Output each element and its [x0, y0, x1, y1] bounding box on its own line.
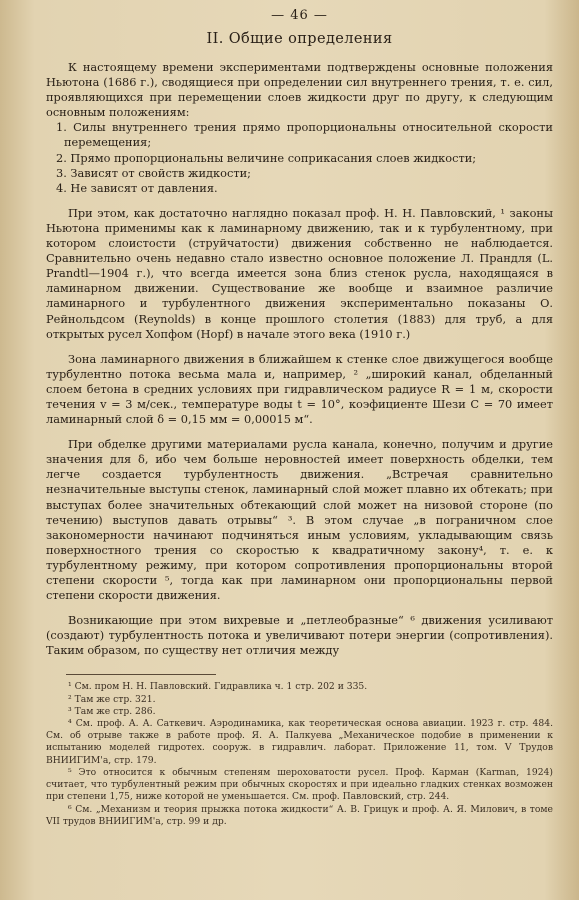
footnote-1: ¹ См. пром Н. Н. Павловский. Гидравлика ч. 1 стр. 202 и 335.	[68, 681, 368, 693]
footnote-divider	[66, 674, 216, 675]
paragraph-vortices: Возникающие при этом вихревые и „петлеобразные“ ⁶ движения усиливают (создают) турбулентность потока и увеличивают потери энергии (сопротивления). Таким образом, по существу нет отличия между	[46, 613, 553, 658]
paragraph-laminar-zone: Зона ламинарного движения в ближайшем к стенке слое движущегося вообще турбулентно потока весьма мала и, например, ² „широкий канал, обделанный слоем бетона в средних условиях при гидравлическом радиусе R = 1 м, скорости течения v = 3 м/сек., температуре воды t = 10°, коэфициенте Шези C = 70 имеет ламинарный слой δ = 0,15 мм = 0,00015 м“.	[46, 351, 553, 427]
footnote-4: ⁴ См. проф. А. А. Саткевич. Аэродинамика, как теоретическая основа авиации. 1923 г. стр. 484. См. об отрыве также в работе проф. Я. А. Палкуева „Механическое подобие в применении к испытанию моделей гидротех. сооруж. в гидравлич. лаборат. Приложение 11, том. V Трудов ВНИИГИМ'а, стр. 179.	[46, 718, 553, 766]
law-item-1: 1. Силы внутреннего трения прямо пропорциональны относительной скорости перемещения;	[56, 120, 553, 150]
page-number: — 46 —	[271, 8, 328, 23]
section-title: II. Общие определения	[206, 31, 393, 47]
footnote-5: ⁵ Это относится к обычным степеням шероховатости русел. Проф. Карман (Karman, 1924) считает, что турбулентный режим при обычных скоростях и при идеально гладких стенках возможен при степени 1,75, ниже которой не уменьшается. См. проф. Павловский, стр. 244.	[46, 766, 553, 803]
paragraph-roughness: При обделке другими материалами русла канала, конечно, получим и другие значения для δ, ибо чем больше неровностей имеет поверхность обделки, тем легче создается турбулентность движения. „Встречая сравнительно незначительные выступы стенок, ламинарный слой может плавно их обтекать; при выступах более значительных обтекающий слой может на низовой стороне (по течению) выступов давать отрывы“ ³. В этом случае „в пограничном слое закономерности начинают подчиняться иным условиям, укладывающим связь поверхностного трения со скоростью к квадратичному закону⁴, т. е. к турбулентному режиму, при котором сопротивления пропорциональны второй степени скорости ⁵, тогда как при ламинарном они пропорциональны первой степени скорости движения.	[46, 437, 553, 603]
footnote-3: ³ Там же стр. 286.	[68, 705, 156, 717]
law-item-3: 3. Зависят от свойств жидкости;	[56, 165, 251, 180]
law-item-2: 2. Прямо пропорциональны величине соприкасания слоев жидкости;	[56, 150, 477, 165]
intro-paragraph: К настоящему времени экспериментами подтверждены основные положения Ньютона (1686 г.), сводящиеся при определении сил внутреннего трения, т. е. сил, проявляющихся при перемещении слоев жидкости друг по другу, к следующим основным положениям:	[46, 60, 553, 120]
footnote-2: ² Там же стр. 321.	[68, 693, 156, 705]
newton-laws-list	[46, 120, 553, 195]
footnotes	[46, 681, 553, 827]
law-item-4: 4. Не зависят от давления.	[56, 180, 218, 195]
main-text	[46, 60, 553, 658]
footnote-6: ⁶ См. „Механизм и теория прыжка потока жидкости“ А. В. Грицук и проф. А. Я. Милович, в томе VII трудов ВНИИГИМ'а, стр. 99 и др.	[46, 803, 553, 827]
paragraph-prandtl: При этом, как достаточно наглядно показал проф. Н. Н. Павловский, ¹ законы Ньютона применимы как к ламинарному движению, так и к турбулентному, при котором слоистости (струйчатости) движения собственно не наблюдается. Сравнительно очень недавно стало известно основное положение Л. Прандля (L. Prandtl—1904 г.), что всегда имеется зона близ стенок русла, находящаяся в ламинарном движении. Существование же вообще и взаимное различие ламинарного и турбулентного движения экспериментально показаны О. Рейнольдсом (Reynolds) в конце прошлого столетия (1883) для труб, а для открытых русел Хопфом (Hopf) в начале этого века (1910 г.)	[46, 205, 553, 341]
